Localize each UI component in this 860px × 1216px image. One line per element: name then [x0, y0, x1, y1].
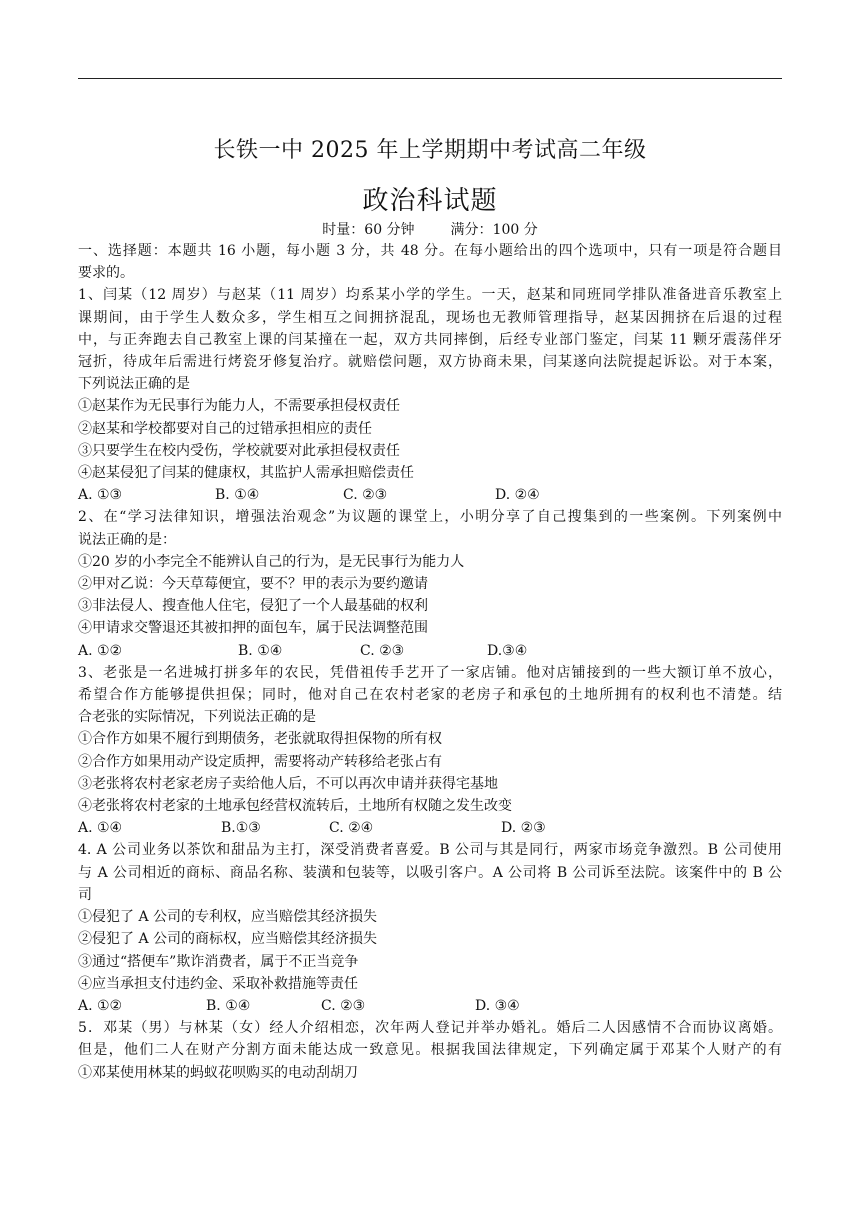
option-a: A. ①② — [78, 642, 123, 659]
question-4-item: ④应当承担支付违约金、采取补救措施等责任 — [78, 975, 358, 992]
section-intro: 一、选择题：本题共 16 小题，每小题 3 分，共 48 分。在每小题给出的四个选项中，只有一项是符合题目 — [78, 243, 782, 259]
question-1-stem: 下列说法正确的是 — [78, 376, 190, 393]
question-5-item: ①邓某使用林某的蚂蚁花呗购买的电动刮胡刀 — [78, 1064, 358, 1081]
option-b: B. ①④ — [206, 997, 251, 1014]
question-4-stem: 与 A 公司相近的商标、商品名称、装潢和包装等，以吸引客户。A 公司将 B 公司诉至法院。该案件中的 B 公 — [78, 864, 782, 881]
time-limit: 时量：60 分钟 — [322, 222, 415, 238]
question-3-stem: 希望合作方能够提供担保；同时，他对自己在农村老家的老房子和承包的土地所拥有的权利也不清楚。结 — [78, 687, 782, 704]
option-c: C. ②④ — [329, 820, 374, 837]
question-1-stem: 冠折，待成年后需进行烤瓷牙修复治疗。就赔偿问题，双方协商未果，闫某遂向法院提起诉讼。对于本案， — [78, 354, 782, 371]
option-d: D. ③④ — [475, 997, 520, 1014]
question-4-item: ②侵犯了 A 公司的商标权，应当赔偿其经济损失 — [78, 931, 378, 948]
question-4-item: ①侵犯了 A 公司的专利权，应当赔偿其经济损失 — [78, 909, 378, 926]
question-3-stem: 合老张的实际情况，下列说法正确的是 — [78, 709, 316, 726]
question-2-options — [78, 640, 782, 662]
option-d: D. ②③ — [501, 820, 546, 837]
option-b: B. ①④ — [215, 487, 260, 504]
option-c: C. ②③ — [321, 997, 366, 1014]
exam-meta — [0, 219, 860, 239]
question-1-stem: 课期间，由于学生人数众多，学生相互之间拥挤混乱，现场也无教师管理指导，赵某因拥挤在后退的过程 — [78, 309, 782, 326]
question-4-stem: 4. A 公司业务以茶饮和甜品为主打，深受消费者喜爱。B 公司与其是同行，两家市场竞争激烈。B 公司使用 — [78, 842, 782, 859]
question-2-stem: 说法正确的是： — [78, 531, 176, 548]
question-1-item: ②赵某和学校都要对自己的过错承担相应的责任 — [78, 420, 372, 437]
question-1-options — [78, 484, 782, 506]
question-3-item: ②合作方如果用动产设定质押，需要将动产转移给老张占有 — [78, 753, 442, 770]
question-1-stem: 1、闫某（12 周岁）与赵某（11 周岁）均系某小学的学生。一天，赵某和同班同学排队准备进音乐教室上 — [78, 287, 782, 304]
question-1-item: ③只要学生在校内受伤，学校就要对此承担侵权责任 — [78, 442, 400, 459]
question-1-stem: 中，与正奔跑去自己教室上课的闫某撞在一起，双方共同摔倒，后经专业部门鉴定，闫某 11 颗牙震荡伴牙 — [78, 331, 782, 348]
question-4-item: ③通过“搭便车”欺诈消费者，属于不正当竞争 — [78, 953, 359, 970]
question-2-item: ④甲请求交警退还其被扣押的面包车，属于民法调整范围 — [78, 620, 428, 637]
question-1-item: ①赵某作为无民事行为能力人，不需要承担侵权责任 — [78, 398, 400, 415]
section-intro: 要求的。 — [78, 265, 134, 282]
option-b: B. ①④ — [238, 642, 283, 659]
option-c: C. ②③ — [343, 487, 388, 504]
exam-title: 长铁一中 2025 年上学期期中考试高二年级 — [213, 138, 647, 163]
question-2-stem: 2、在“学习法律知识，增强法治观念”为议题的课堂上，小明分享了自己搜集到的一些案例。下列案例中 — [78, 509, 782, 526]
question-3-stem: 3、老张是一名进城打拼多年的农民，凭借祖传手艺开了一家店铺。他对店铺接到的一些大额订单不放心， — [78, 664, 782, 681]
question-3-item: ④老张将农村老家的土地承包经营权流转后，土地所有权随之发生改变 — [78, 798, 512, 815]
question-2-item: ①20 岁的小李完全不能辨认自己的行为，是无民事行为能力人 — [78, 553, 465, 570]
option-d: D. ②④ — [495, 487, 540, 504]
option-c: C. ②③ — [360, 642, 405, 659]
option-a: A. ①② — [78, 997, 123, 1014]
question-3-item: ①合作方如果不履行到期债务，老张就取得担保物的所有权 — [78, 731, 442, 748]
full-score: 满分：100 分 — [450, 222, 538, 238]
option-a: A. ①④ — [78, 820, 123, 837]
exam-body — [78, 240, 782, 1084]
question-5-stem: 5．邓某（男）与林某（女）经人介绍相恋，次年两人登记并举办婚礼。婚后二人因感情不合而协议离婚。 — [78, 1020, 782, 1037]
option-a: A. ①③ — [78, 487, 123, 504]
subject-title: 政治科试题 — [362, 186, 498, 216]
question-3-options — [78, 817, 782, 839]
question-2-item: ②甲对乙说：今天草莓便宜，要不？甲的表示为要约邀请 — [78, 576, 428, 593]
question-4-options — [78, 995, 782, 1017]
question-1-item: ④赵某侵犯了闫某的健康权，其监护人需承担赔偿责任 — [78, 465, 414, 482]
header-rule — [78, 78, 782, 79]
option-d: D.③④ — [487, 642, 528, 659]
question-3-item: ③老张将农村老家老房子卖给他人后，不可以再次申请并获得宅基地 — [78, 775, 498, 792]
question-5-stem: 但是，他们二人在财产分割方面未能达成一致意见。根据我国法律规定，下列确定属于邓某个人财产的有 — [78, 1042, 782, 1059]
option-b: B.①③ — [221, 820, 261, 837]
question-2-item: ③非法侵人、搜查他人住宅，侵犯了一个人最基础的权利 — [78, 598, 428, 615]
question-4-stem: 司 — [78, 886, 92, 903]
